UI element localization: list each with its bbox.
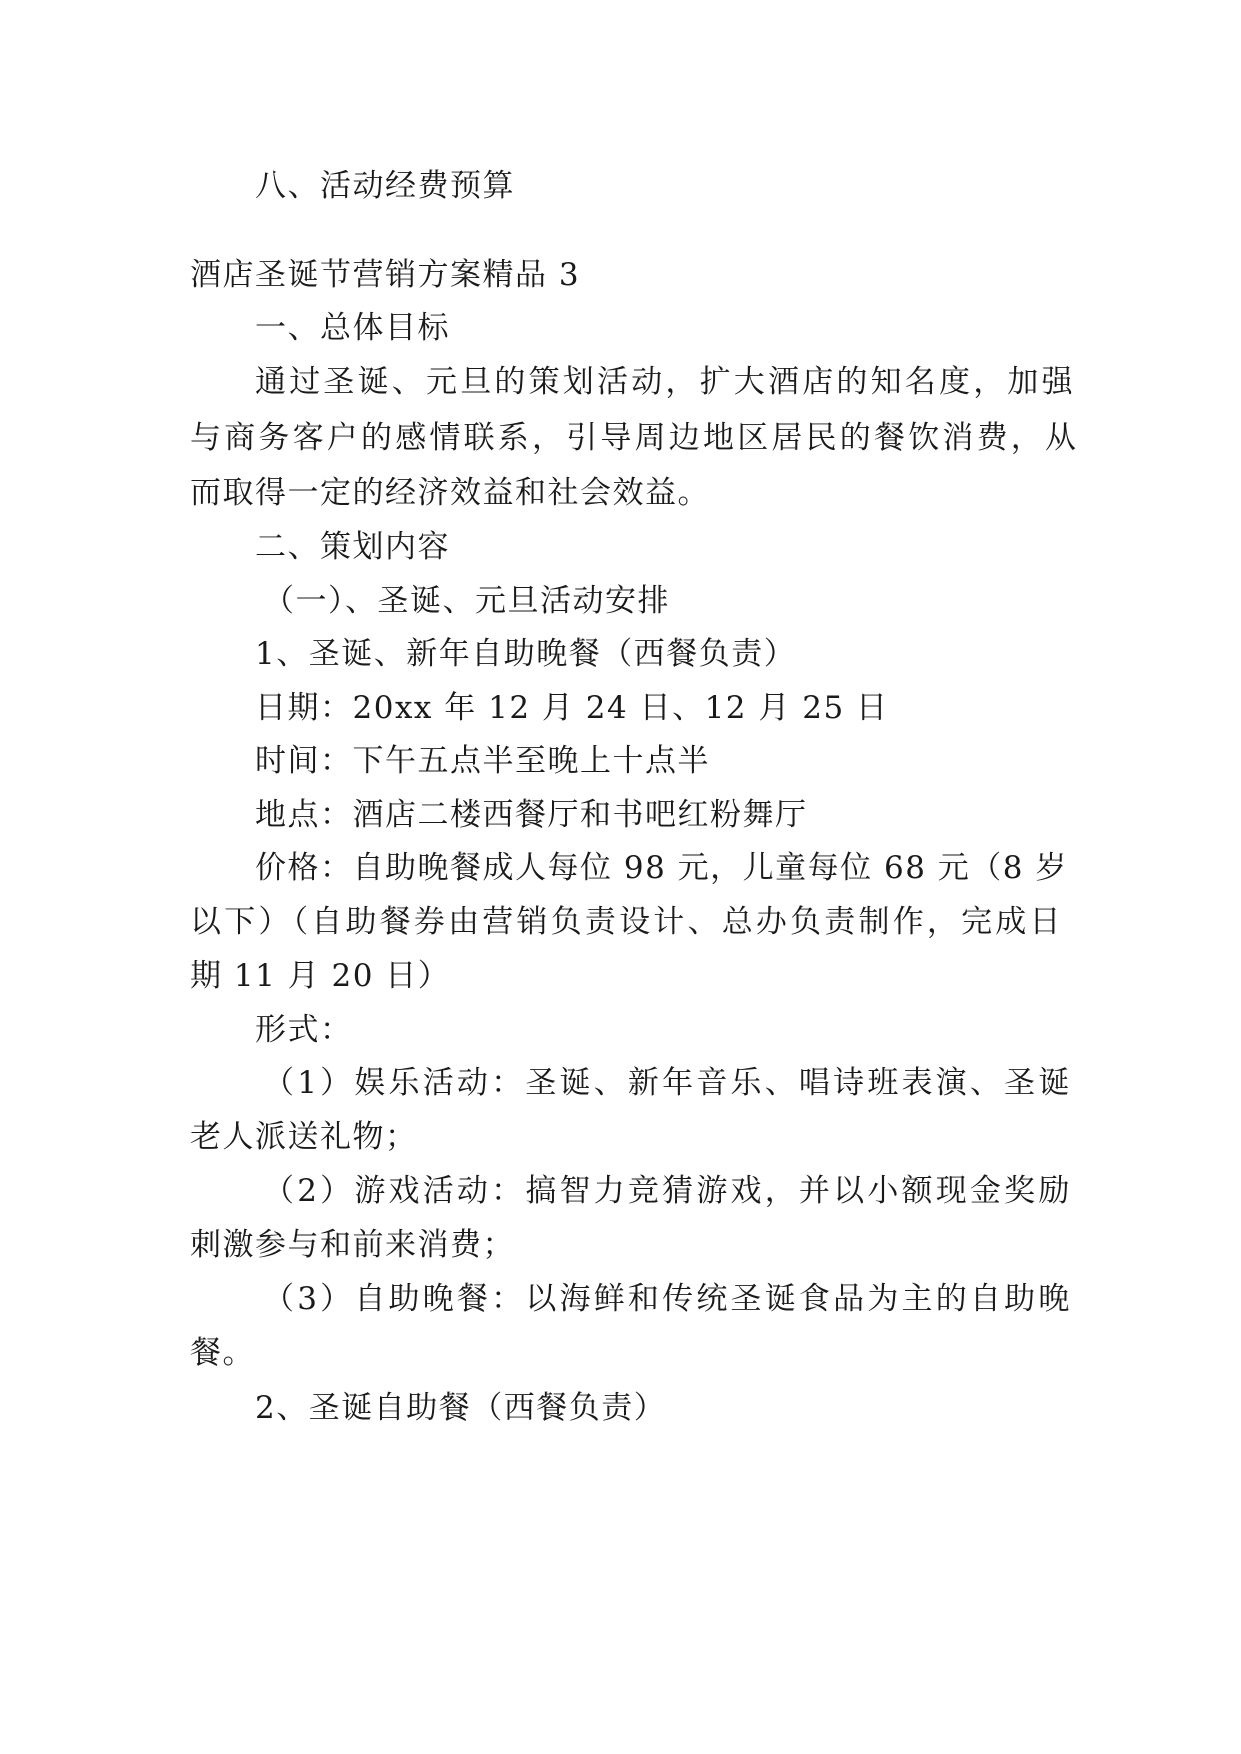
list-item: （2）游戏活动：搞智力竞猜游戏，并以小额现金奖励 bbox=[263, 1173, 1073, 1209]
item-heading: 1、圣诞、新年自助晚餐（西餐负责） bbox=[255, 636, 797, 672]
date-line: 日期：20xx 年 12 月 24 日、12 月 25 日 bbox=[255, 690, 889, 726]
price-line: 价格：自助晚餐成人每位 98 元，儿童每位 68 元（8 岁 bbox=[255, 850, 1068, 886]
list-item: （1）娱乐活动：圣诞、新年音乐、唱诗班表演、圣诞 bbox=[263, 1065, 1073, 1101]
location-line: 地点：酒店二楼西餐厅和书吧红粉舞厅 bbox=[255, 797, 808, 833]
section-heading-budget: 八、活动经费预算 bbox=[255, 168, 515, 204]
list-item-continuation: 刺激参与和前来消费； bbox=[190, 1227, 515, 1263]
paragraph-line: 而取得一定的经济效益和社会效益。 bbox=[190, 475, 710, 511]
form-label: 形式： bbox=[255, 1012, 353, 1048]
list-item: （3）自助晚餐：以海鲜和传统圣诞食品为主的自助晚 bbox=[263, 1281, 1073, 1317]
paragraph-line: 以下）（自助餐券由营销负责设计、总办负责制作，完成日 bbox=[190, 904, 1064, 940]
paragraph-line: 与商务客户的感情联系，引导周边地区居民的餐饮消费，从 bbox=[190, 420, 1080, 456]
time-line: 时间：下午五点半至晚上十点半 bbox=[255, 743, 710, 779]
list-item-continuation: 老人派送礼物； bbox=[190, 1119, 418, 1155]
document-title: 酒店圣诞节营销方案精品 3 bbox=[190, 257, 581, 293]
section-heading-plan: 二、策划内容 bbox=[255, 529, 450, 565]
paragraph-line: 通过圣诞、元旦的策划活动，扩大酒店的知名度，加强 bbox=[255, 364, 1076, 400]
subsection-heading: （一）、圣诞、元旦活动安排 bbox=[263, 583, 670, 619]
paragraph-line: 期 11 月 20 日） bbox=[190, 958, 451, 994]
item-heading: 2、圣诞自助餐（西餐负责） bbox=[255, 1390, 667, 1426]
list-item-continuation: 餐。 bbox=[190, 1335, 255, 1371]
section-heading-goal: 一、总体目标 bbox=[255, 310, 450, 346]
